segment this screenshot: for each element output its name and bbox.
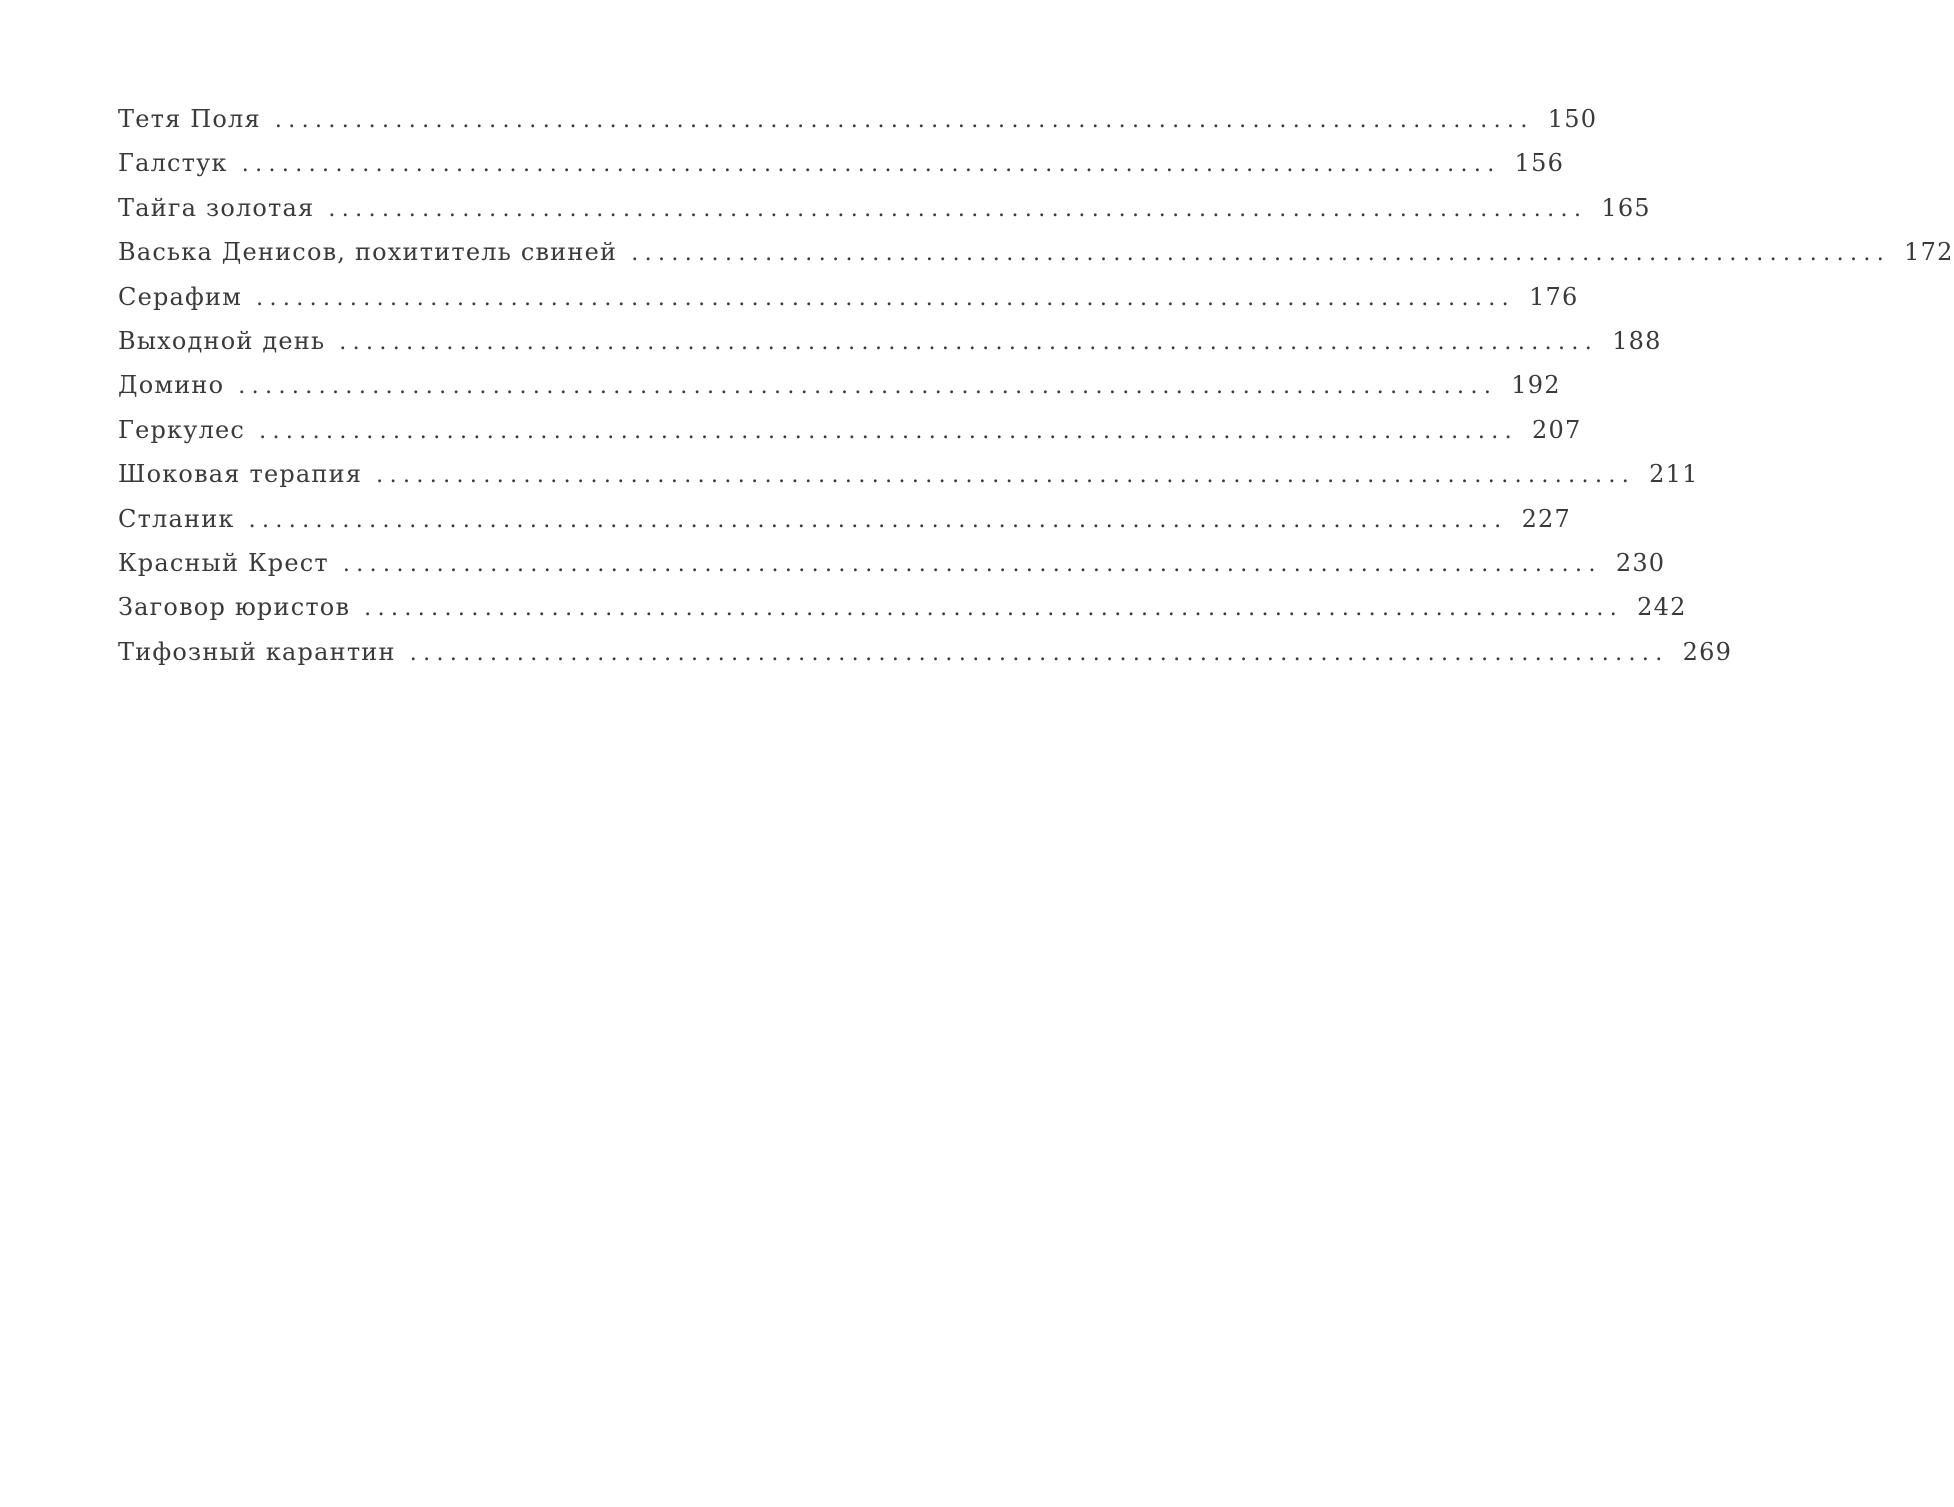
dot-leader: .............................................................................................. bbox=[274, 108, 1534, 133]
toc-entry-title: Красный Крест bbox=[118, 548, 329, 577]
toc-entry bbox=[118, 326, 1662, 371]
toc-entry bbox=[118, 149, 1565, 193]
toc-entry bbox=[118, 193, 1651, 238]
dot-leader: .............................................................................................. bbox=[376, 463, 1636, 489]
toc-entry-title: Тайга золотая bbox=[118, 193, 315, 222]
dot-leader: .............................................................................................. bbox=[339, 329, 1599, 355]
toc-entry-title: Геркулес bbox=[118, 415, 246, 444]
toc-entry-page: 192 bbox=[1511, 371, 1561, 400]
dot-leader: .............................................................................................. bbox=[328, 196, 1588, 222]
toc-entry-title: Тифозный карантин bbox=[118, 637, 396, 666]
dot-leader: .............................................................................................. bbox=[241, 152, 1501, 178]
dot-leader: .............................................................................................. bbox=[342, 551, 1602, 577]
toc-entry bbox=[118, 460, 1699, 504]
toc-entry-page: 150 bbox=[1547, 105, 1598, 133]
toc-entry-title: Заговор юристов bbox=[118, 593, 351, 622]
dot-leader: .............................................................................................. bbox=[256, 285, 1516, 311]
dot-leader: .............................................................................................. bbox=[631, 241, 1891, 267]
toc-entry bbox=[118, 504, 1571, 549]
toc-entry-page: 269 bbox=[1682, 637, 1733, 666]
toc-entry-page: 230 bbox=[1615, 548, 1666, 577]
toc-entry-title: Галстук bbox=[118, 149, 228, 178]
toc-entry bbox=[118, 105, 1598, 149]
toc-entry bbox=[118, 637, 1733, 682]
toc-entry bbox=[118, 282, 1579, 327]
toc-entry-title: Выходной день bbox=[118, 326, 326, 355]
toc-entry-title: Шоковая терапия bbox=[118, 460, 363, 489]
toc-entry bbox=[118, 415, 1582, 460]
toc-entry-page: 176 bbox=[1529, 282, 1579, 311]
dot-leader: .............................................................................................. bbox=[364, 596, 1624, 622]
toc-entry-page: 207 bbox=[1532, 415, 1582, 444]
toc-entry bbox=[118, 238, 1954, 282]
toc-entry-page: 188 bbox=[1612, 326, 1662, 355]
toc-entry-page: 165 bbox=[1601, 193, 1651, 222]
toc-entry-title: Васька Денисов, похититель свиней bbox=[118, 238, 618, 267]
toc-entry bbox=[118, 548, 1666, 593]
toc-entry-page: 156 bbox=[1514, 149, 1565, 178]
toc-entry-title: Тетя Поля bbox=[118, 105, 261, 133]
table-of-contents bbox=[118, 105, 1954, 682]
toc-entry bbox=[118, 593, 1687, 637]
toc-entry-page: 242 bbox=[1637, 593, 1687, 622]
dot-leader: .............................................................................................. bbox=[409, 640, 1669, 666]
dot-leader: .............................................................................................. bbox=[238, 374, 1498, 400]
dot-leader: .............................................................................................. bbox=[248, 507, 1508, 533]
toc-entry-title: Домино bbox=[118, 371, 225, 400]
toc-entry-page: 211 bbox=[1649, 460, 1699, 489]
toc-entry-title: Серафим bbox=[118, 282, 243, 311]
toc-entry-title: Стланик bbox=[118, 504, 235, 533]
toc-entry-page: 227 bbox=[1521, 504, 1571, 533]
dot-leader: .............................................................................................. bbox=[259, 418, 1519, 444]
toc-entry-page: 172 bbox=[1904, 238, 1954, 267]
toc-entry bbox=[118, 371, 1561, 415]
